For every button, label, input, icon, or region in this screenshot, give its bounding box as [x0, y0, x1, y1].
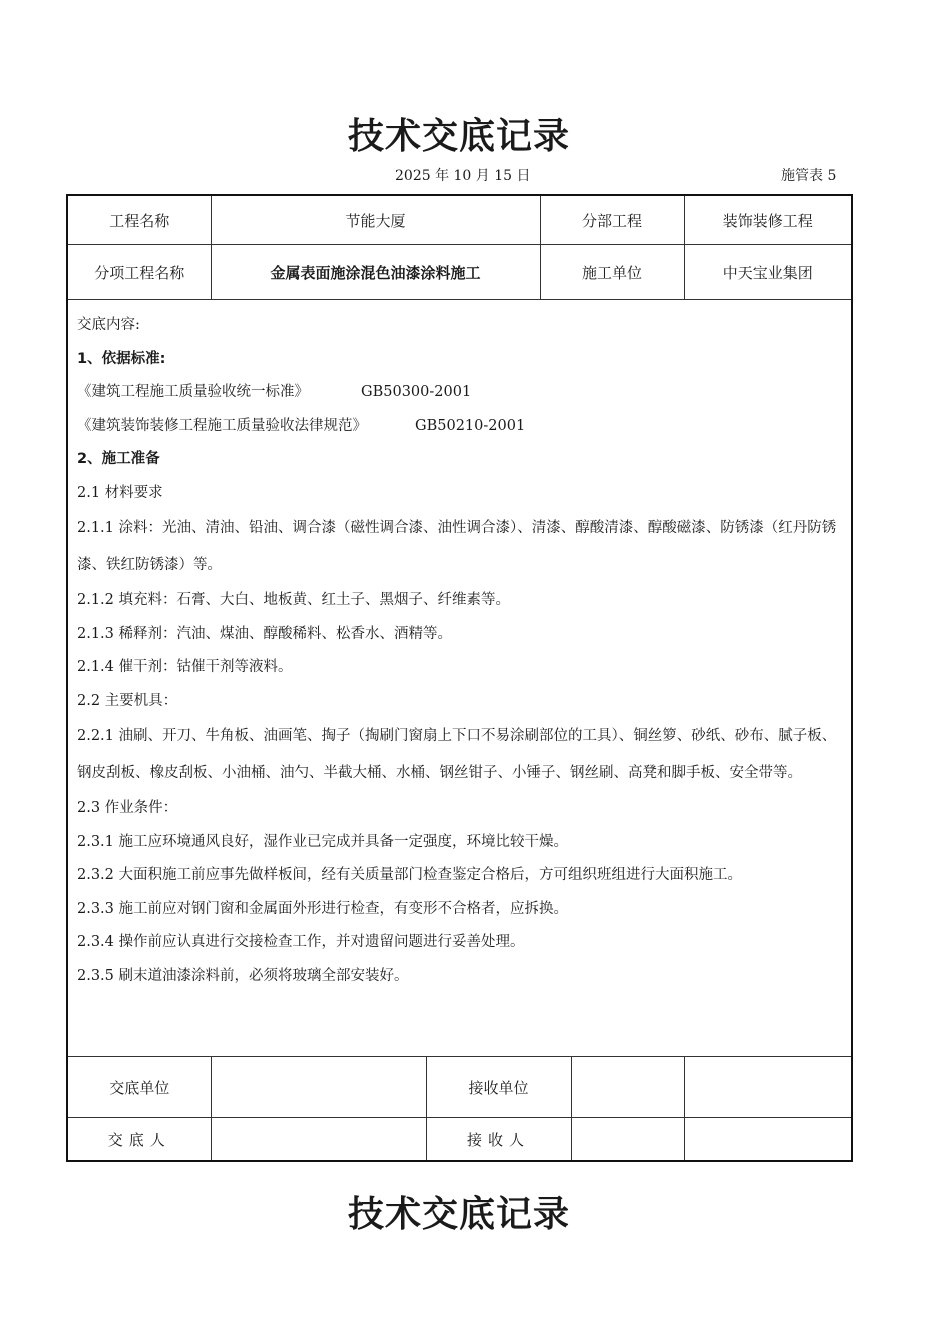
- standard-item: [77, 376, 841, 410]
- issuer-label: 交底人: [67, 1118, 211, 1162]
- paragraph: 2.3.2 大面积施工前应事先做样板间，经有关质量部门检查鉴定合格后，方可组织班组进行大面积施工。: [77, 867, 742, 883]
- paragraph: 2.1.1 涂料：光油、清油、铅油、调合漆（磁性调合漆、油性调合漆）、清漆、醇酸清漆、醇酸磁漆、防锈漆（红丹防锈漆、铁红防锈漆）等。: [77, 520, 837, 573]
- project-name-label: 工程名称: [67, 195, 211, 245]
- subitem-name-label: 分项工程名称: [67, 245, 211, 300]
- document-title: 技术交底记录: [347, 116, 570, 157]
- project-name-value: 节能大厦: [211, 195, 540, 245]
- standard-name: 《建筑工程施工质量验收统一标准》: [77, 384, 309, 400]
- standard-code: GB50300-2001: [361, 384, 472, 400]
- receiver-value: [684, 1118, 852, 1162]
- receiver-unit-label: 接收单位: [427, 1057, 572, 1117]
- paragraph: 2.3.4 操作前应认真进行交接检查工作，并对遗留问题进行妥善处理。: [77, 934, 525, 950]
- construction-unit-value: 中天宝业集团: [684, 245, 852, 300]
- receiver-unit-cell: [426, 1057, 684, 1118]
- footer-row-persons: [67, 1118, 852, 1162]
- division-label: 分部工程: [540, 195, 684, 245]
- paragraph: 2.2.1 油刷、开刀、牛角板、油画笔、掏子（掏刷门窗扇上下口不易涂刷部位的工具）、铜丝箩、砂纸、砂布、腻子板、钢皮刮板、橡皮刮板、小油桶、油勺、半截大桶、水桶、钢丝钳子、小锤子、钢丝刷、高凳和脚手板、安全带等。: [77, 728, 837, 781]
- paragraph: 2.3.3 施工前应对钢门窗和金属面外形进行检查，有变形不合格者，应拆换。: [77, 900, 569, 917]
- next-page-title: 技术交底记录: [347, 1194, 570, 1235]
- paragraph: 2.1.3 稀释剂：汽油、煤油、醇酸稀料、松香水、酒精等。: [77, 625, 453, 642]
- header-row-subitem: [67, 245, 852, 300]
- receiver-label: 接收人: [427, 1118, 572, 1160]
- standard-item: [77, 410, 841, 444]
- section-heading-preparation: 2、施工准备: [77, 451, 160, 467]
- standard-name: 《建筑装饰装修工程施工质量验收法律规范》: [77, 417, 367, 434]
- division-value: 装饰装修工程: [684, 195, 852, 245]
- section-heading-standards: 1、依据标准:: [77, 350, 166, 367]
- subitem-name-value: 金属表面施涂混色油漆涂料施工: [211, 245, 540, 300]
- issuer-value: [211, 1118, 426, 1162]
- receiver-unit-value: [684, 1057, 852, 1118]
- paragraph: 2.1.4 催干剂：钴催干剂等液料。: [77, 659, 293, 675]
- standard-code: GB50210-2001: [415, 417, 526, 434]
- form-number: 施管表 5: [781, 168, 837, 184]
- content-intro: 交底内容:: [77, 317, 140, 333]
- content-row: [67, 300, 852, 1057]
- paragraph: 2.3.5 刷末道油漆涂料前，必须将玻璃全部安装好。: [77, 967, 409, 984]
- paragraph: 2.1.2 填充料：石膏、大白、地板黄、红土子、黑烟子、纤维素等。: [77, 592, 511, 608]
- paragraph: 2.1 材料要求: [77, 484, 163, 501]
- paragraph: 2.3.1 施工应环境通风良好，湿作业已完成并具备一定强度，环境比较干燥。: [77, 833, 569, 850]
- paragraph: 2.3 作业条件：: [77, 800, 178, 816]
- construction-unit-label: 施工单位: [540, 245, 684, 300]
- footer-row-units: [67, 1057, 852, 1118]
- issuer-unit-value: [211, 1057, 426, 1118]
- paragraph: 2.2 主要机具：: [77, 692, 178, 709]
- disclosure-content: [67, 300, 852, 1057]
- header-row-project: [67, 195, 852, 245]
- issuer-unit-label: 交底单位: [67, 1057, 211, 1118]
- record-date: 2025 年 10 月 15 日: [395, 168, 531, 184]
- record-table: [66, 194, 853, 1162]
- receiver-cell: [426, 1118, 684, 1162]
